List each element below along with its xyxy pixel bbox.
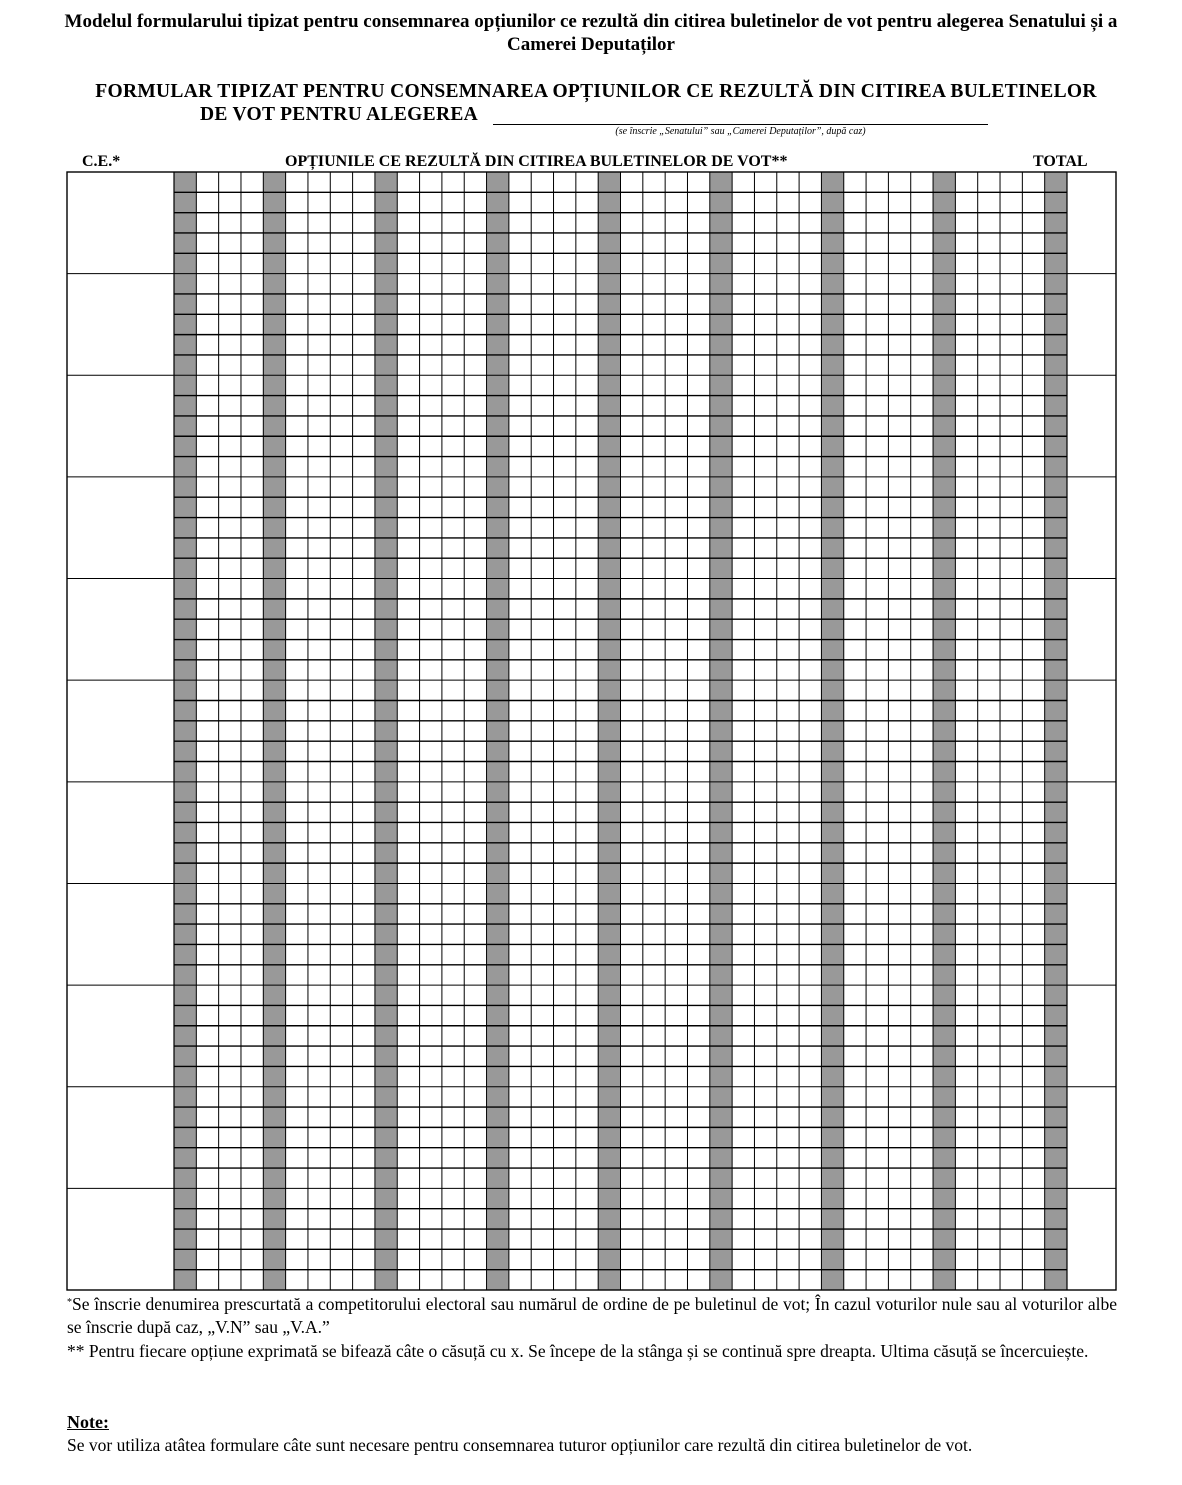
shaded-column (263, 172, 285, 1290)
shaded-column (933, 172, 955, 1290)
shaded-column (375, 172, 397, 1290)
footnote-2: ** Pentru fiecare opțiune exprimată se bifează câte o căsuță cu x. Se începe de la stânga și se continuă spre dreapta. Ultima căsuță se încercuiește. (67, 1341, 1089, 1361)
shaded-column (710, 172, 732, 1290)
shaded-column (487, 172, 509, 1290)
footnote-1-text: Se înscrie denumirea prescurtată a competitorului electoral sau numărul de ordine de pe buletinul de vot; În cazul voturilor nule sau al voturilor albe se înscrie după caz, „V.N” sau „V.A.” (67, 1294, 1117, 1337)
table-border (67, 172, 1116, 1290)
form-title-line1: FORMULAR TIPIZAT PENTRU CONSEMNAREA OPȚIUNILOR CE REZULTĂ DIN CITIREA BULETINELOR (95, 81, 1097, 102)
shaded-column (174, 172, 196, 1290)
document-title: Modelul formularului tipizat pentru consemnarea opțiunilor ce rezultă din citirea buletinelor de vot pentru alegerea Senatului și a Camerei Deputaților (64, 11, 1118, 55)
footnote-1 (67, 1293, 1117, 1339)
column-header-options: OPȚIUNILE CE REZULTĂ DIN CITIREA BULETINELOR DE VOT** (285, 153, 788, 170)
column-header-total: TOTAL (1033, 153, 1088, 170)
column-header-ce: C.E.* (82, 153, 121, 170)
form-title-line2: DE VOT PENTRU ALEGEREA (200, 104, 479, 125)
shaded-column (1045, 172, 1067, 1290)
shaded-column (598, 172, 620, 1290)
footnote-1-marker: * (67, 1297, 72, 1308)
notes-heading: Note: (67, 1412, 109, 1432)
notes-text: Se vor utiliza atâtea formulare câte sunt necesare pentru consemnarea tuturor opțiunilor care rezultă din citirea buletinelor de vot. (67, 1435, 973, 1455)
shaded-column (821, 172, 843, 1290)
chamber-fill-hint: (se înscrie „Senatului” sau „Camerei Deputaților”, după caz) (615, 126, 866, 137)
